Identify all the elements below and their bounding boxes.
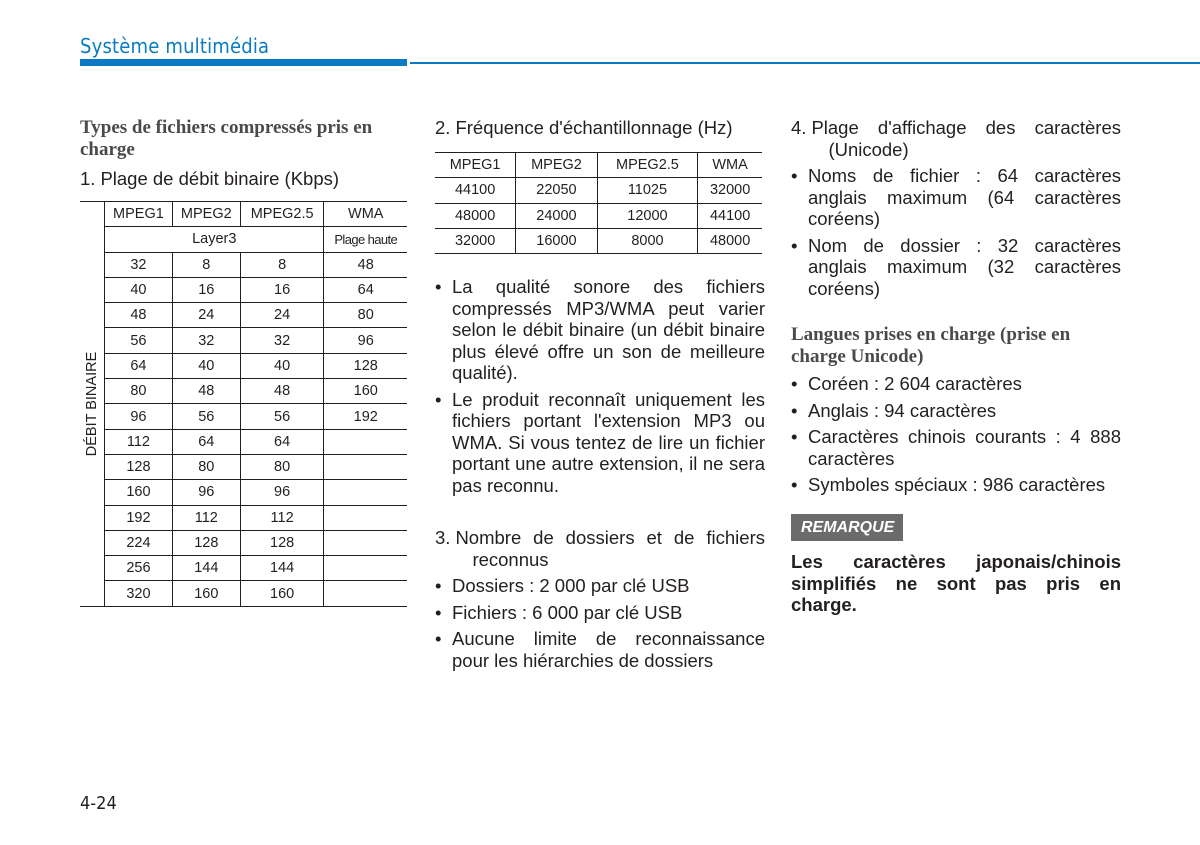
table-cell: 64 [240,429,324,454]
table-header: MPEG2.5 [240,202,324,227]
bullet-item [435,389,765,497]
bullet-text: Coréen : 2 604 caractères [808,373,1022,394]
bullet-item [791,235,1121,300]
table-header: WMA [324,202,407,227]
table-header: MPEG1 [105,202,173,227]
table-cell: 11025 [597,178,698,203]
bullet-dot: • [435,628,442,649]
bullet-dot: • [791,426,798,447]
table-cell: 8 [172,252,240,277]
table-row [80,328,407,353]
table-cell: 32 [105,252,173,277]
table-cell: 320 [105,581,173,606]
column-3 [791,117,1121,616]
item-number: 2. [435,117,451,138]
side-label-cell [80,202,105,607]
table-cell: 80 [240,454,324,479]
item-text: Plage de débit binaire (Kbps) [100,168,340,189]
bullet-item [791,426,1121,469]
table-row [80,277,407,302]
heading-supported-languages: Langues prises en charge (prise en charge Unicode) [791,324,1071,367]
table-row [80,505,407,530]
table-cell [324,454,407,479]
table-cell: 96 [240,480,324,505]
table-cell: 96 [324,328,407,353]
table-row [80,480,407,505]
item-text: Nombre de dossiers et de fichiers reconnus [455,527,765,570]
table-cell: 12000 [597,203,698,228]
item-1 [80,168,410,190]
column-2-lower [435,276,765,671]
table-cell: 192 [105,505,173,530]
table-cell: 112 [172,505,240,530]
sampling-table [435,152,762,254]
bullet-item [791,373,1121,395]
table-cell: 112 [240,505,324,530]
bullet-text: Le produit reconnaît uniquement les fichiers portant l'extension MP3 ou WMA. Si vous tentez de lire un fichier portant une autre extension, il ne sera pas reconnu. [452,388,765,496]
page-number: 4-24 [80,793,117,814]
table-cell: 40 [105,277,173,302]
table-cell: 160 [105,480,173,505]
table-cell: 80 [105,379,173,404]
table-cell: 128 [172,530,240,555]
heading-compressed-file-types: Types de fichiers compressés pris en charge [80,117,373,160]
bullet-text: Dossiers : 2 000 par clé USB [452,575,690,596]
table-cell: 24 [172,303,240,328]
table-cell: 160 [324,379,407,404]
bullet-item [791,165,1121,230]
bullet-text: La qualité sonore des fichiers compressés MP3/WMA peut varier selon le débit binaire (un débit binaire plus élevé offre un son de meilleure qualité). [452,276,765,383]
table-cell: 64 [105,353,173,378]
bullet-item [435,628,765,671]
table-cell: 48 [324,252,407,277]
table-cell: 40 [172,353,240,378]
bullet-text: Anglais : 94 caractères [808,399,997,421]
bullet-text: Symboles spéciaux : 986 caractères [808,474,1106,495]
table-cell: 160 [172,581,240,606]
bullet-item [435,602,765,624]
column-2 [435,117,765,139]
section-title: Système multimédia [80,34,270,58]
table-cell: 160 [240,581,324,606]
table-cell: 80 [324,303,407,328]
side-label: DÉBIT BINAIRE [84,351,100,457]
table-cell: 128 [240,530,324,555]
bullet-dot: • [435,276,442,297]
table-cell [324,505,407,530]
bullet-text: Nom de dossier : 32 caractères anglais maximum (32 caractères coréens) [808,234,1121,299]
table-row [435,203,762,228]
header-rule-thick [80,59,407,66]
table-header: MPEG2 [516,153,597,178]
table-cell: 144 [240,556,324,581]
bullet-item [435,276,765,384]
bullet-dot: • [435,575,442,596]
item-number: 3. [435,527,451,548]
bullet-dot: • [791,234,798,256]
table-cell: 64 [172,429,240,454]
table-row [80,581,407,606]
table-header: MPEG1 [435,153,516,178]
table-row [80,353,407,378]
table-cell: 8000 [597,228,698,253]
table-cell: 56 [240,404,324,429]
item-text: Fréquence d'échantillonnage (Hz) [455,117,733,138]
table-cell: 112 [105,429,173,454]
bullet-item [435,575,765,597]
bullet-item [791,400,1121,422]
bitrate-table [80,201,407,607]
table-subheader-layer: Layer3 [105,227,324,252]
table-cell: 96 [172,480,240,505]
bullet-dot: • [791,399,798,421]
table-cell: 128 [105,454,173,479]
item-text: Plage d'affichage des caractères (Unicode) [811,117,1121,160]
table-cell [324,429,407,454]
table-row [80,303,407,328]
bullet-text: Fichiers : 6 000 par clé USB [452,601,683,623]
table-cell: 32 [240,328,324,353]
column-1 [80,117,410,190]
table-cell: 96 [105,404,173,429]
table-cell [324,556,407,581]
table-cell: 24000 [516,203,597,228]
item-3 [435,527,765,570]
table-cell [324,530,407,555]
table-row [80,530,407,555]
table-cell: 32000 [435,228,516,253]
table-row [80,404,407,429]
table-cell: 128 [324,353,407,378]
table-subheader-range: Plage haute [324,227,407,252]
bullet-text: Noms de fichier : 64 caractères anglais maximum (64 caractères coréens) [808,165,1121,229]
remark-text: Les caractères japonais/chinois simplifiés ne sont pas pris en charge. [791,551,1121,615]
table-row [80,556,407,581]
table-cell: 64 [324,277,407,302]
bullet-dot: • [435,601,442,623]
item-2 [435,117,765,139]
table-cell: 80 [172,454,240,479]
table-cell: 44100 [435,178,516,203]
table-cell: 40 [240,353,324,378]
table-cell [324,480,407,505]
table-cell: 48000 [435,203,516,228]
table-cell: 22050 [516,178,597,203]
table-row [80,454,407,479]
bullet-dot: • [435,388,442,410]
table-cell: 32 [172,328,240,353]
table-cell: 24 [240,303,324,328]
table-cell: 224 [105,530,173,555]
bullet-text: Caractères chinois courants : 4 888 caractères [808,426,1121,469]
table-cell: 48 [105,303,173,328]
table-cell: 16 [172,277,240,302]
table-cell: 44100 [698,203,762,228]
table-cell: 56 [105,328,173,353]
table-cell: 144 [172,556,240,581]
table-header: MPEG2.5 [597,153,698,178]
table-cell: 48000 [698,228,762,253]
table-cell: 256 [105,556,173,581]
table-row [435,178,762,203]
table-header: WMA [698,153,762,178]
item-number: 4. [791,117,807,138]
bullet-item [791,474,1121,496]
item-number: 1. [80,168,96,189]
table-row [80,379,407,404]
table-cell [324,581,407,606]
table-cell: 56 [172,404,240,429]
table-cell: 48 [172,379,240,404]
table-cell: 16 [240,277,324,302]
table-row [80,429,407,454]
bullet-dot: • [791,165,798,186]
bullet-text: Aucune limite de reconnaissance pour les hiérarchies de dossiers [452,628,765,671]
table-row [80,252,407,277]
header-rule-thin [410,62,1200,64]
table-cell: 192 [324,404,407,429]
table-cell: 32000 [698,178,762,203]
bullet-dot: • [791,373,798,394]
table-header: MPEG2 [172,202,240,227]
item-4 [791,117,1121,160]
table-cell: 8 [240,252,324,277]
table-row [435,228,762,253]
table-cell: 48 [240,379,324,404]
table-cell: 16000 [516,228,597,253]
remark-badge: REMARQUE [791,514,903,542]
bullet-dot: • [791,474,798,495]
